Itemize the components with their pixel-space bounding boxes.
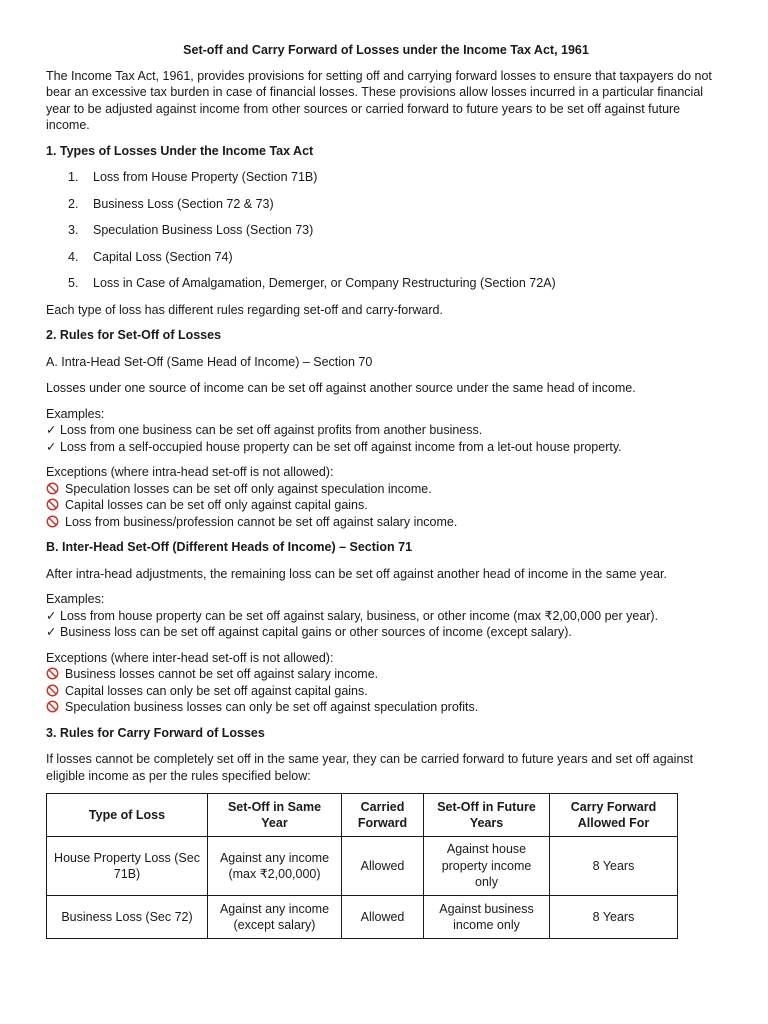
prohibited-icon	[46, 667, 59, 680]
table-cell: Business Loss (Sec 72)	[47, 896, 208, 939]
example-line: ✓ Loss from house property can be set off against salary, business, or other income (max ₹2,00,000 per year).	[46, 608, 659, 623]
table-header-cell: Type of Loss	[47, 794, 208, 837]
loss-types-list	[46, 169, 726, 292]
section3-heading: 3. Rules for Carry Forward of Losses	[46, 725, 265, 740]
section2b-description: After intra-head adjustments, the remaining loss can be set off against another head of income in the same year.	[46, 566, 667, 581]
list-number: 4.	[68, 249, 79, 264]
list-number: 5.	[68, 276, 79, 290]
table-cell: Against house property income only	[424, 837, 550, 896]
exceptions-label: Exceptions (where inter-head set-off is not allowed):	[46, 650, 334, 665]
table-header-cell: Set-Off in Future Years	[424, 794, 550, 837]
example-line: ✓ Business loss can be set off against capital gains or other sources of income (except salary).	[46, 625, 572, 639]
table-header-row	[47, 794, 678, 837]
list-number: 1.	[68, 170, 79, 184]
intro-paragraph: The Income Tax Act, 1961, provides provisions for setting off and carrying forward losses to ensure that taxpayers do not bear an excessive tax burden in case of financial losses. These provisions allow losses incurred in a particular financial year to be adjusted against income from other sources or carried forward to future years to be set off against future income.	[46, 68, 712, 132]
prohibited-icon	[46, 498, 59, 511]
carry-forward-table	[46, 793, 678, 939]
table-cell: Against business income only	[424, 896, 550, 939]
list-item	[46, 169, 726, 186]
exception-line: Speculation losses can be set off only against speculation income.	[46, 481, 726, 498]
table-header-cell: Set-Off in Same Year	[208, 794, 342, 837]
table-cell: 8 Years	[550, 837, 678, 896]
section2b-examples	[46, 591, 726, 641]
table-cell: Against any income (max ₹2,00,000)	[208, 837, 342, 896]
list-item	[46, 196, 726, 213]
list-text: Capital Loss (Section 74)	[93, 249, 233, 264]
section2-heading: 2. Rules for Set-Off of Losses	[46, 328, 222, 342]
list-text: Business Loss (Section 72 & 73)	[93, 196, 274, 211]
table-cell: 8 Years	[550, 896, 678, 939]
examples-label: Examples:	[46, 406, 105, 421]
list-item	[46, 222, 726, 239]
table-header-cell: Carry Forward Allowed For	[550, 794, 678, 837]
list-number: 2.	[68, 196, 79, 211]
section2a-description: Losses under one source of income can be set off against another source under the same head of income.	[46, 381, 636, 395]
list-text: Loss in Case of Amalgamation, Demerger, or Company Restructuring (Section 72A)	[93, 276, 556, 290]
table-cell: Allowed	[342, 896, 424, 939]
check-mark-icon: ✓	[46, 608, 57, 623]
table-header-cell: Carried Forward	[342, 794, 424, 837]
examples-label: Examples:	[46, 592, 105, 606]
exception-line: Capital losses can only be set off against capital gains.	[46, 683, 726, 700]
table-cell: House Property Loss (Sec 71B)	[47, 837, 208, 896]
section2a-subheading: A. Intra-Head Set-Off (Same Head of Income) – Section 70	[46, 354, 373, 369]
example-line: ✓ Loss from a self-occupied house property can be set off against income from a let-out house property.	[46, 439, 622, 454]
document-page	[46, 42, 726, 939]
exception-line: Capital losses can be set off only against capital gains.	[46, 497, 726, 514]
section2b-subheading: B. Inter-Head Set-Off (Different Heads of Income) – Section 71	[46, 540, 413, 554]
list-number: 3.	[68, 223, 79, 237]
list-item	[46, 249, 726, 266]
prohibited-icon	[46, 684, 59, 697]
exception-line: Business losses cannot be set off against salary income.	[46, 666, 726, 683]
check-mark-icon: ✓	[46, 439, 57, 454]
check-mark-icon: ✓	[46, 625, 57, 639]
table-row	[47, 896, 678, 939]
section2a-exceptions	[46, 464, 726, 530]
example-line: ✓ Loss from one business can be set off against profits from another business.	[46, 423, 483, 437]
section3-description: If losses cannot be completely set off in the same year, they can be carried forward to future years and set off against eligible income as per the rules specified below:	[46, 752, 694, 783]
document-title: Set-off and Carry Forward of Losses under the Income Tax Act, 1961	[183, 43, 589, 57]
exceptions-label: Exceptions (where intra-head set-off is not allowed):	[46, 465, 334, 479]
section2a-examples	[46, 406, 726, 456]
table-cell: Against any income (except salary)	[208, 896, 342, 939]
table-row	[47, 837, 678, 896]
check-mark-icon: ✓	[46, 423, 57, 437]
list-item	[46, 275, 726, 292]
list-text: Loss from House Property (Section 71B)	[93, 170, 318, 184]
table-cell: Allowed	[342, 837, 424, 896]
section2b-exceptions	[46, 650, 726, 716]
exception-line: Speculation business losses can only be set off against speculation profits.	[46, 699, 726, 716]
prohibited-icon	[46, 515, 59, 528]
prohibited-icon	[46, 700, 59, 713]
exception-line: Loss from business/profession cannot be set off against salary income.	[46, 514, 726, 531]
prohibited-icon	[46, 482, 59, 495]
section1-note: Each type of loss has different rules regarding set-off and carry-forward.	[46, 302, 443, 317]
section1-heading: 1. Types of Losses Under the Income Tax Act	[46, 143, 314, 158]
list-text: Speculation Business Loss (Section 73)	[93, 223, 314, 237]
